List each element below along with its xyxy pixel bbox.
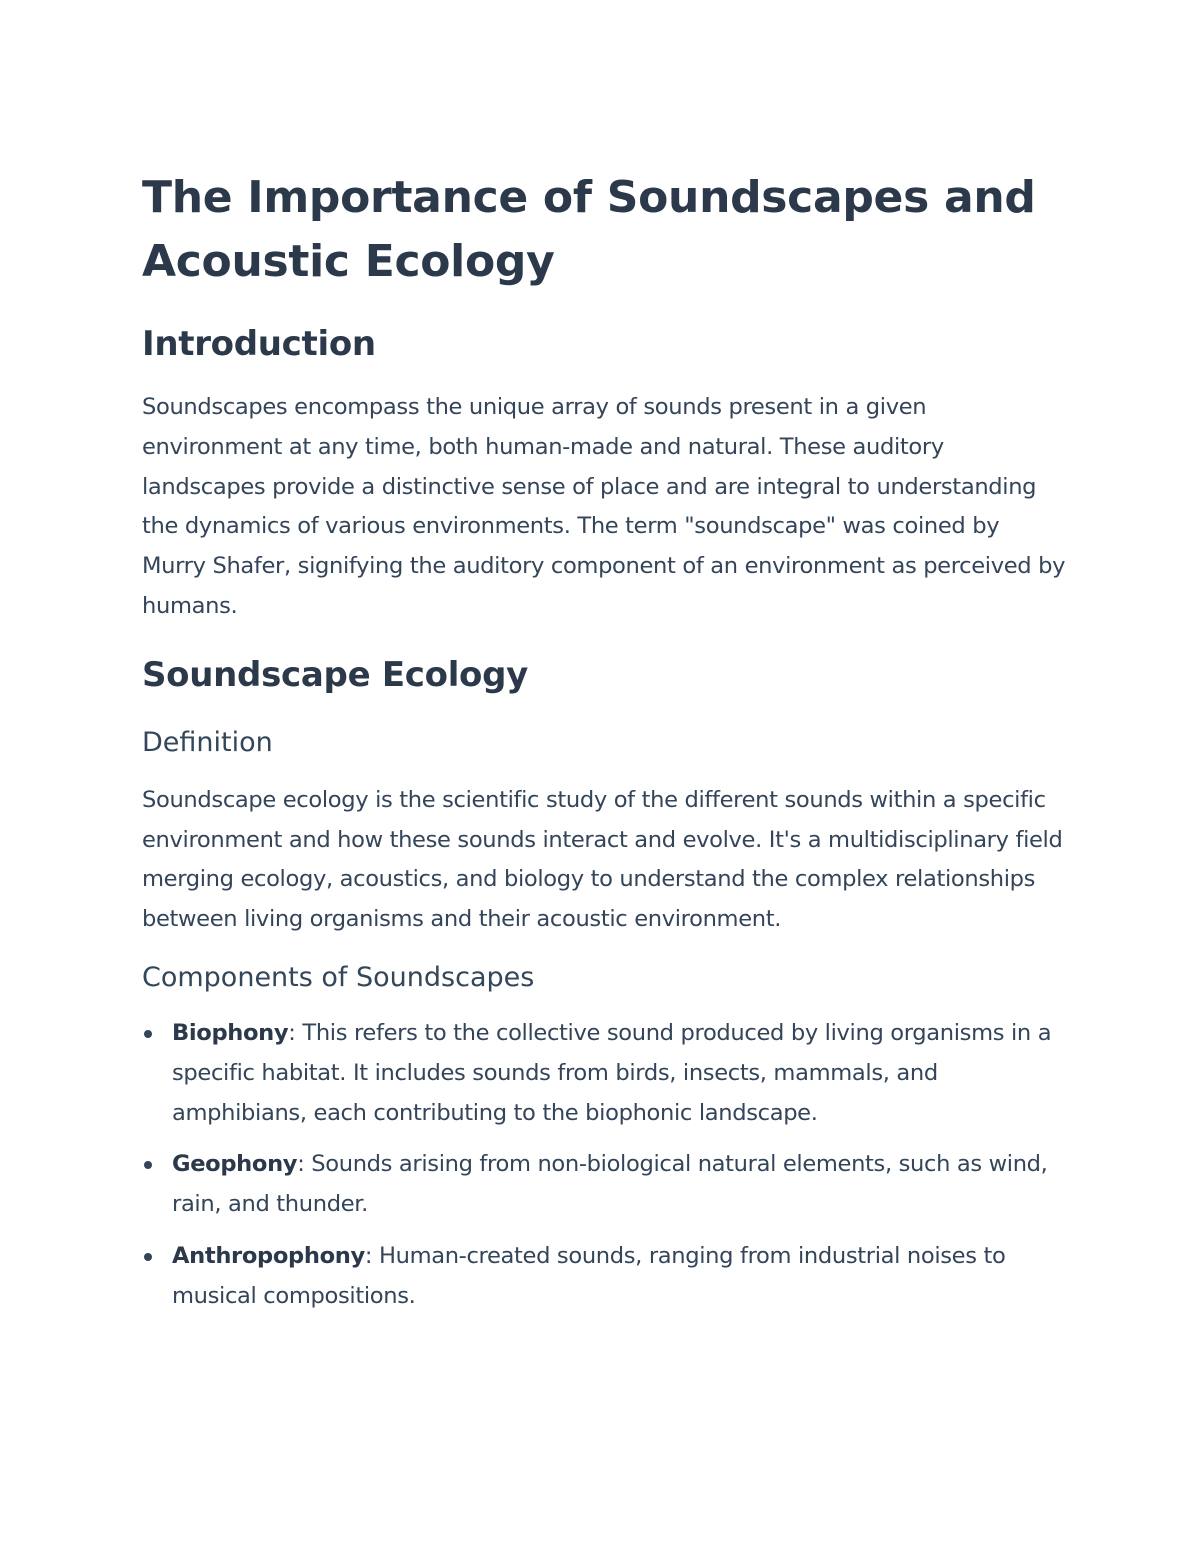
list-item-anthropophony (142, 1237, 1067, 1317)
list-item-geophony (142, 1145, 1067, 1225)
list-item-text: : Sounds arising from non-biological natural elements, such as wind, rain, and thunder. (172, 1151, 1048, 1218)
bullet-icon (144, 1030, 152, 1038)
document-title: The Importance of Soundscapes and Acoustic Ecology (142, 172, 1036, 287)
definition-paragraph: Soundscape ecology is the scientific study of the different sounds within a specific environment and how these sounds interact and evolve. It's a multidisciplinary field merging ecology, acoustics, and biology to understand the complex relationships between living organisms and their acoustic environment. (142, 786, 1063, 933)
list-item-text: : This refers to the collective sound produced by living organisms in a specific habitat. It includes sounds from birds, insects, mammals, and amphibians, each contributing to the biophonic landscape. (172, 1019, 1052, 1126)
list-item-term: Geophony (172, 1151, 298, 1178)
list-item-biophony (142, 1014, 1067, 1133)
introduction-heading: Introduction (142, 324, 376, 364)
document-page (142, 166, 1067, 1329)
definition-heading: Definition (142, 726, 273, 758)
list-item-text: : Human-created sounds, ranging from industrial noises to musical compositions. (172, 1242, 1006, 1309)
bullet-icon (144, 1253, 152, 1261)
soundscape-ecology-heading: Soundscape Ecology (142, 654, 529, 695)
components-list (142, 1014, 1067, 1317)
list-item-term: Anthropophony (172, 1242, 365, 1269)
components-heading: Components of Soundscapes (142, 961, 535, 993)
introduction-paragraph: Soundscapes encompass the unique array of sounds present in a given environment at any time, both human-made and natural. These auditory landscapes provide a distinctive sense of place and are integral to understanding the dynamics of various environments. The term "soundscape" was coined by Murry Shafer, signifying the auditory component of an environment as perceived by humans. (142, 394, 1066, 619)
bullet-icon (144, 1161, 152, 1169)
list-item-term: Biophony (172, 1019, 289, 1046)
